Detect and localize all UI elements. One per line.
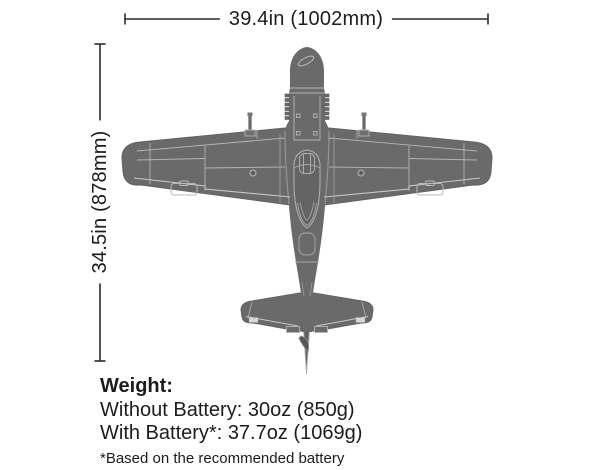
weight-title: Weight: xyxy=(100,375,173,397)
length-dimension-label: 34.5in (878mm) xyxy=(88,121,112,284)
wingspan-dimension-label: 39.4in (1002mm) xyxy=(220,7,392,31)
weight-spec-block xyxy=(100,375,362,467)
weight-footnote: *Based on the recommended battery xyxy=(100,449,345,467)
weight-with-battery: With Battery*: 37.7oz (1069g) xyxy=(100,422,363,444)
weight-without-battery: Without Battery: 30oz (850g) xyxy=(100,398,355,421)
airplane xyxy=(122,47,492,374)
